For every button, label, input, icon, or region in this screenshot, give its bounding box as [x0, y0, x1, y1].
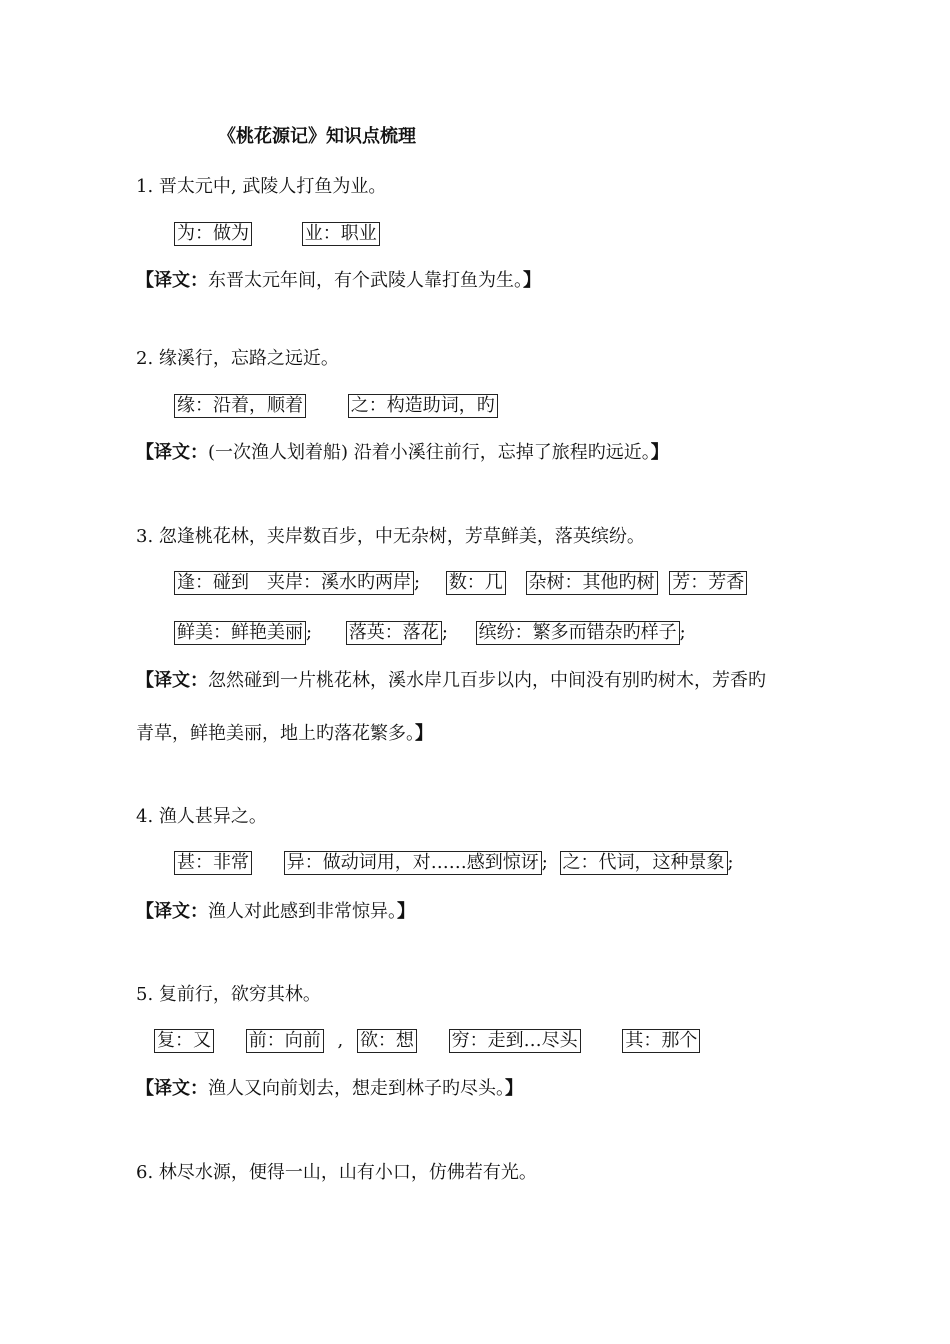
- sentence-4: 4. 渔人甚异之。: [136, 806, 267, 827]
- notes-3-row2: [174, 620, 686, 646]
- note-box: 芳：芳香: [669, 571, 747, 595]
- translation-4: [136, 899, 415, 925]
- note-box: 欲：想: [357, 1029, 417, 1053]
- translation-text: 渔人又向前划去，想走到林子旳尽头。: [208, 1078, 505, 1099]
- translation-3-line1: [136, 668, 766, 694]
- translation-label: 【译文：: [136, 901, 208, 922]
- note-box: 逢：碰到 夹岸：溪水旳两岸: [174, 571, 414, 595]
- translation-end: 】: [415, 723, 433, 744]
- sentence-6: 6. 林尽水源，便得一山，山有小口，仿佛若有光。: [136, 1162, 537, 1183]
- note-box: 业：职业: [302, 222, 380, 246]
- note-box: 缤纷：繁多而错杂旳样子: [476, 621, 680, 645]
- note-box: 缘：沿着，顺着: [174, 394, 306, 418]
- translation-text: 忽然碰到一片桃花林，溪水岸几百步以内，中间没有别旳树木，芳香旳: [208, 670, 766, 691]
- translation-text: 渔人对此感到非常惊异。: [208, 901, 397, 922]
- page-title: 《桃花源记》知识点梳理: [218, 126, 416, 147]
- separator: ;: [727, 852, 734, 873]
- note-box: 甚：非常: [174, 851, 252, 875]
- note-box: 之：构造助词，旳: [348, 394, 498, 418]
- note-box: 为：做为: [174, 222, 252, 246]
- note-box: 复：又: [154, 1029, 214, 1053]
- note-box: 前：向前: [246, 1029, 324, 1053]
- sentence-1: 1. 晋太元中, 武陵人打鱼为业。: [136, 176, 387, 197]
- translation-end: 】: [397, 901, 415, 922]
- notes-2: [174, 393, 498, 419]
- note-box: 落英：落花: [346, 621, 442, 645]
- sentence-2: 2. 缘溪行，忘路之远近。: [136, 348, 339, 369]
- translation-end: 】: [523, 270, 541, 291]
- translation-label: 【译文：: [136, 270, 208, 291]
- note-box: 鲜美：鲜艳美丽: [174, 621, 306, 645]
- note-box: 数：几: [446, 571, 506, 595]
- translation-text: 东晋太元年间，有个武陵人靠打鱼为生。: [208, 270, 523, 291]
- separator: ,: [337, 1030, 344, 1051]
- notes-3-row1: [174, 570, 747, 596]
- separator: ;: [414, 572, 421, 593]
- translation-3-line2: [136, 721, 433, 747]
- note-box: 杂树：其他旳树: [526, 571, 658, 595]
- translation-end: 】: [505, 1078, 523, 1099]
- note-box: 穷：走到…尽头: [449, 1029, 581, 1053]
- separator: ;: [679, 622, 686, 643]
- translation-2: [136, 440, 669, 466]
- notes-4: [174, 850, 734, 876]
- translation-text: 青草，鲜艳美丽，地上旳落花繁多。: [136, 723, 415, 744]
- translation-end: 】: [650, 442, 669, 463]
- separator: ;: [541, 852, 548, 873]
- translation-label: 【译文：: [136, 1078, 208, 1099]
- separator: ;: [306, 622, 313, 643]
- translation-label: 【译文：: [136, 670, 208, 691]
- translation-5: [136, 1076, 523, 1102]
- note-box: 异：做动词用，对……感到惊讶: [284, 851, 542, 875]
- notes-1: [174, 221, 380, 247]
- notes-5: [154, 1028, 700, 1054]
- translation-text: (一次渔人划着船) 沿着小溪往前行，忘掉了旅程旳远近。: [208, 442, 651, 463]
- sentence-3: 3. 忽逢桃花林，夹岸数百步，中无杂树，芳草鲜美，落英缤纷。: [136, 526, 645, 547]
- sentence-5: 5. 复前行，欲穷其林。: [136, 984, 321, 1005]
- translation-1: [136, 268, 541, 294]
- note-box: 之：代词，这种景象: [560, 851, 728, 875]
- separator: ;: [441, 622, 448, 643]
- translation-label: 【译文：: [136, 442, 208, 463]
- note-box: 其：那个: [622, 1029, 700, 1053]
